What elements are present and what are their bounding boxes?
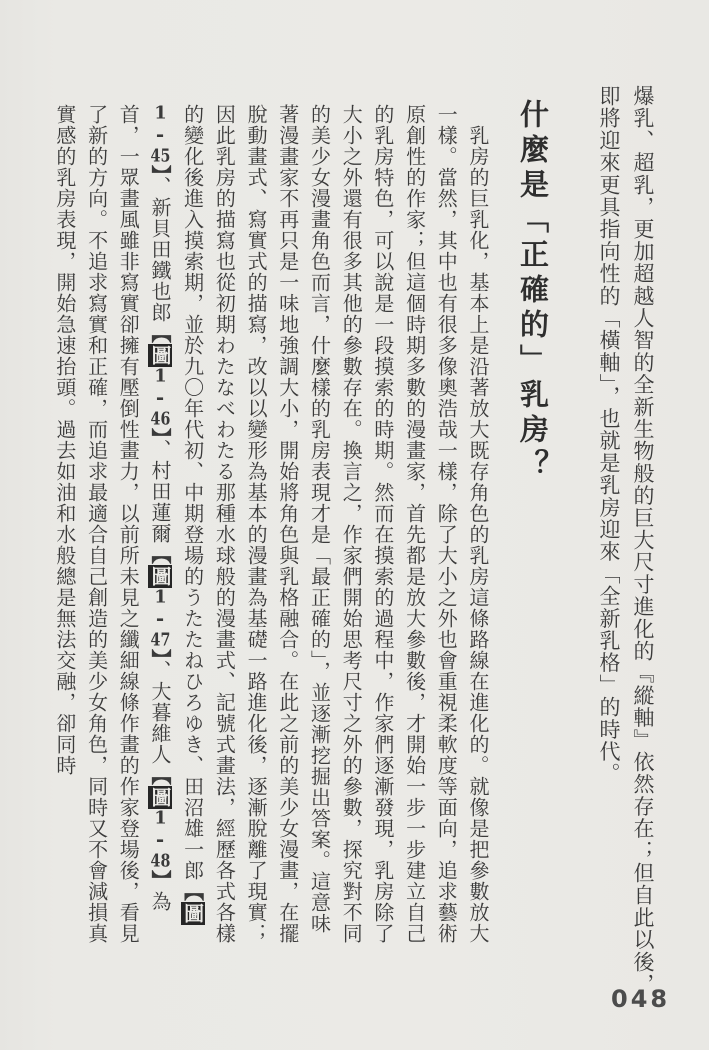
body-paragraph: 乳房的巨乳化，基本上是沿著放大既存角色的乳房這條路線在進化的。就像是把參數放大一樣。當然，其中也有很多像奧浩哉一樣，除了大小之外也會重視柔軟度等面向，追求藝術原創性的作家；但這個時期多數的漫畫家，首先都是放大參數後，才開始一步一步建立自己的乳房特色，可以說是一段摸索的時期。然而在摸索的過程中，作家們逐漸發現，乳房除了大小之外還有很多其他的參數存在。換言之，作家們開始思考尺寸之外的參數，探究對不同的美少女漫畫角色而言，什麼樣的乳房表現才是「最正確的」，並逐漸挖掘出答案。這意味著漫畫家不再只是一味地強調大小，開始將角色與乳格融合。在此之前的美少女漫畫，在擺脫動畫式、寫實式的描寫，改以以變形為基本的漫畫為基礎一路進化後，逐漸脫離了現實；因此乳房的描寫也從初期わたなべわたる那種水球般的漫畫式、記號式畫法，經歷各式各樣的變化後進入摸索期，並於九〇年代初、中期登場的うたたねひろゆき、田沼雄一郎【圖1-45】、新貝田鐵也郎【圖1-46】、村田蓮爾【圖1-47】、大暮維人【圖1-48】為首，一眾畫風雖非寫實卻擁有壓倒性畫力，以前所未見之纖細線條作畫的作家登場後，看見了新的方向。不追求寫實和正確，而追求最適合自己創造的美少女角色，同時又不會減損真實感的乳房表現，開始急速抬頭。過去如油和水般總是無法交融，卻同時 — [52, 104, 490, 944]
figure-reference: 【圖1-47】 — [147, 544, 172, 660]
figure-icon: 圖 — [147, 787, 172, 808]
figure-icon: 圖 — [147, 345, 172, 366]
page-number: 048 — [611, 985, 671, 1013]
figure-icon: 圖 — [147, 566, 172, 587]
figure-reference: 【圖1-45】 — [147, 104, 205, 924]
figure-reference: 【圖1-48】 — [147, 765, 172, 891]
figure-icon: 圖 — [180, 903, 205, 924]
section-heading: 什麼是「正確的」乳房？ — [516, 99, 550, 484]
intro-paragraph: 爆乳、超乳，更加超越人智的全新生物般的巨大尺寸進化的『縱軸』依然存在；但自此以後，即將迎來更具指向性的「橫軸」，也就是乳房迎來「全新乳格」的時代。 — [597, 85, 655, 996]
figure-reference: 【圖1-46】 — [147, 323, 172, 439]
